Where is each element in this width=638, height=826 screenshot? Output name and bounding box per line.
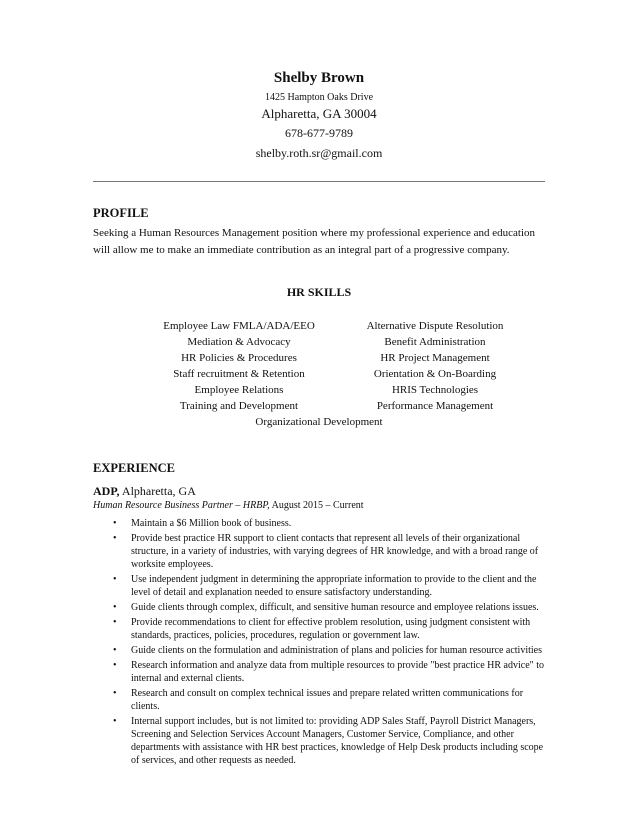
candidate-name: Shelby Brown	[273, 70, 365, 86]
job-title: Human Resource Business Partner – HRBP,	[93, 500, 270, 511]
email-address: shelby.roth.sr@gmail.com	[255, 146, 383, 160]
list-item	[110, 517, 545, 530]
profile-heading: PROFILE	[93, 206, 149, 220]
bullet-icon: •	[113, 574, 117, 585]
skill-item: Staff recruitment & Retention	[173, 368, 305, 380]
bullet-text: Use independent judgment in determining the appropriate information to provide to the client and the level of detail and explanation needed to ensure satisfactory understanding.	[131, 574, 537, 598]
role-line	[93, 500, 364, 511]
skill-item: Performance Management	[376, 400, 494, 412]
skill-item: HR Project Management	[380, 352, 490, 364]
list-item	[110, 659, 545, 685]
bullet-icon: •	[113, 645, 117, 656]
profile-text: Seeking a Human Resources Management position where my professional experience and education will allow me to make an immediate contribution as an integral part of a progressive company.	[93, 227, 535, 256]
bullet-text: Provide best practice HR support to client contacts that represent all levels of their organizational structure, in a variety of industries, with varying degrees of HR knowledge, and with a broad range of worksite employees.	[131, 533, 539, 570]
list-item	[110, 532, 545, 571]
address-line-1: 1425 Hampton Oaks Drive	[264, 92, 374, 103]
bullet-icon: •	[113, 688, 117, 699]
skill-item: Employee Relations	[194, 384, 284, 396]
bullet-icon: •	[113, 533, 117, 544]
experience-bullets	[110, 517, 545, 769]
list-item	[110, 573, 545, 599]
experience-heading: EXPERIENCE	[93, 461, 175, 475]
bullet-text: Provide recommendations to client for effective problem resolution, using judgment consistent with standards, practices, policies, procedures, regulation or government law.	[131, 617, 531, 641]
company-location: Alpharetta, GA	[119, 484, 196, 498]
bullet-text: Research information and analyze data from multiple resources to provide "best practice HR advice" to internal and external clients.	[131, 660, 545, 684]
skill-item: Benefit Administration	[384, 336, 486, 348]
bullet-icon: •	[113, 518, 117, 529]
bullet-icon: •	[113, 617, 117, 628]
list-item	[110, 644, 545, 657]
bullet-icon: •	[113, 660, 117, 671]
address-line-2: Alpharetta, GA 30004	[261, 106, 377, 121]
job-dates: August 2015 – Current	[269, 500, 364, 511]
skill-item: Training and Development	[179, 400, 299, 412]
bullet-icon: •	[113, 716, 117, 727]
bullet-icon: •	[113, 602, 117, 613]
company-name: ADP,	[93, 484, 120, 498]
skill-item: Employee Law FMLA/ADA/EEO	[163, 320, 315, 332]
skill-item: HR Policies & Procedures	[181, 352, 297, 364]
list-item	[110, 616, 545, 642]
header-divider	[93, 181, 545, 182]
skill-item: Mediation & Advocacy	[187, 336, 291, 348]
list-item	[110, 715, 545, 767]
skill-item: HRIS Technologies	[391, 384, 479, 396]
phone-number: 678-677-9789	[285, 126, 353, 140]
skill-item: Orientation & On-Boarding	[373, 368, 497, 380]
company-line	[93, 484, 196, 499]
bullet-text: Guide clients through complex, difficult, and sensitive human resource and employee relations issues.	[131, 602, 539, 613]
bullet-text: Guide clients on the formulation and administration of plans and policies for human resource activities	[131, 645, 543, 656]
hr-skills-heading: HR SKILLS	[286, 285, 352, 299]
skill-item-centered: Organizational Development	[255, 416, 383, 428]
list-item	[110, 687, 545, 713]
bullet-text: Research and consult on complex technical issues and prepare related written communications for clients.	[131, 688, 524, 712]
bullet-text: Internal support includes, but is not limited to: providing ADP Sales Staff, Payroll District Managers, Screening and Selection Services Account Managers, Customer Service, Compliance, and other departments with assistance with HR best practices, knowledge of Help Desk products including scope of services, and other requests as needed.	[131, 716, 544, 766]
bullet-text: Maintain a $6 Million book of business.	[131, 518, 292, 529]
skill-item: Alternative Dispute Resolution	[366, 320, 504, 332]
list-item	[110, 601, 545, 614]
